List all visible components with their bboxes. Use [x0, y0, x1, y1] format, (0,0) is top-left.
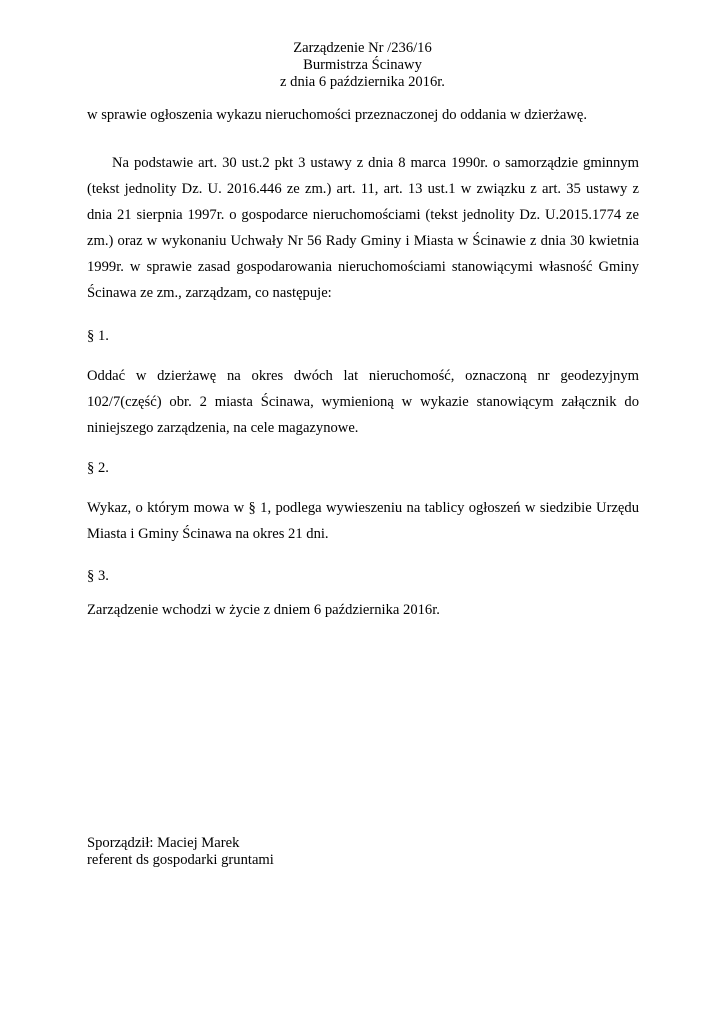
prepared-by: Sporządził: Maciej Marek [87, 835, 240, 851]
preamble-paragraph: Na podstawie art. 30 ust.2 pkt 3 ustawy z dnia 8 marca 1990r. o samorządzie gminnym (tekst jednolity Dz. U. 2016.446 ze zm.) art. 11, art. 13 ust.1 w związku z art. 35 ustawy z dnia 21 sierpnia 1997r. o gospodarce nieruchomościami (tekst jednolity Dz. U.2015.1774 ze zm.) oraz w wykonaniu Uchwały Nr 56 Rady Gminy i Miasta w Ścinawie z dnia 30 kwietnia 1999r. w sprawie zasad gospodarowania nieruchomościami stanowiącymi własność Gminy Ścinawa ze zm., zarządzam, co następuje: [87, 155, 639, 302]
section-2-heading: § 2. [87, 460, 109, 476]
section-3-text: Zarządzenie wchodzi w życie z dniem 6 października 2016r. [87, 602, 440, 618]
document-subject: w sprawie ogłoszenia wykazu nieruchomości przeznaczonej do oddania w dzierżawę. [87, 107, 588, 123]
section-2-text: Wykaz, o którym mowa w § 1, podlega wywieszeniu na tablicy ogłoszeń w siedzibie Urzędu Miasta i Gminy Ścinawa na okres 21 dni. [87, 500, 639, 543]
ordinance-number: Zarządzenie Nr /236/16 [293, 40, 432, 56]
author-role: referent ds gospodarki gruntami [87, 852, 274, 868]
issue-date: z dnia 6 października 2016r. [280, 74, 445, 90]
section-1-text: Oddać w dzierżawę na okres dwóch lat nieruchomość, oznaczoną nr geodezyjnym 102/7(część) obr. 2 miasta Ścinawa, wymienioną w wykazie stanowiącym załącznik do niniejszego zarządzenia, na cele magazynowe. [87, 368, 639, 437]
section-3-heading: § 3. [87, 568, 109, 584]
section-1-heading: § 1. [87, 328, 109, 344]
signature-block [87, 835, 274, 869]
document-header [0, 40, 725, 91]
issuer: Burmistrza Ścinawy [303, 57, 422, 73]
